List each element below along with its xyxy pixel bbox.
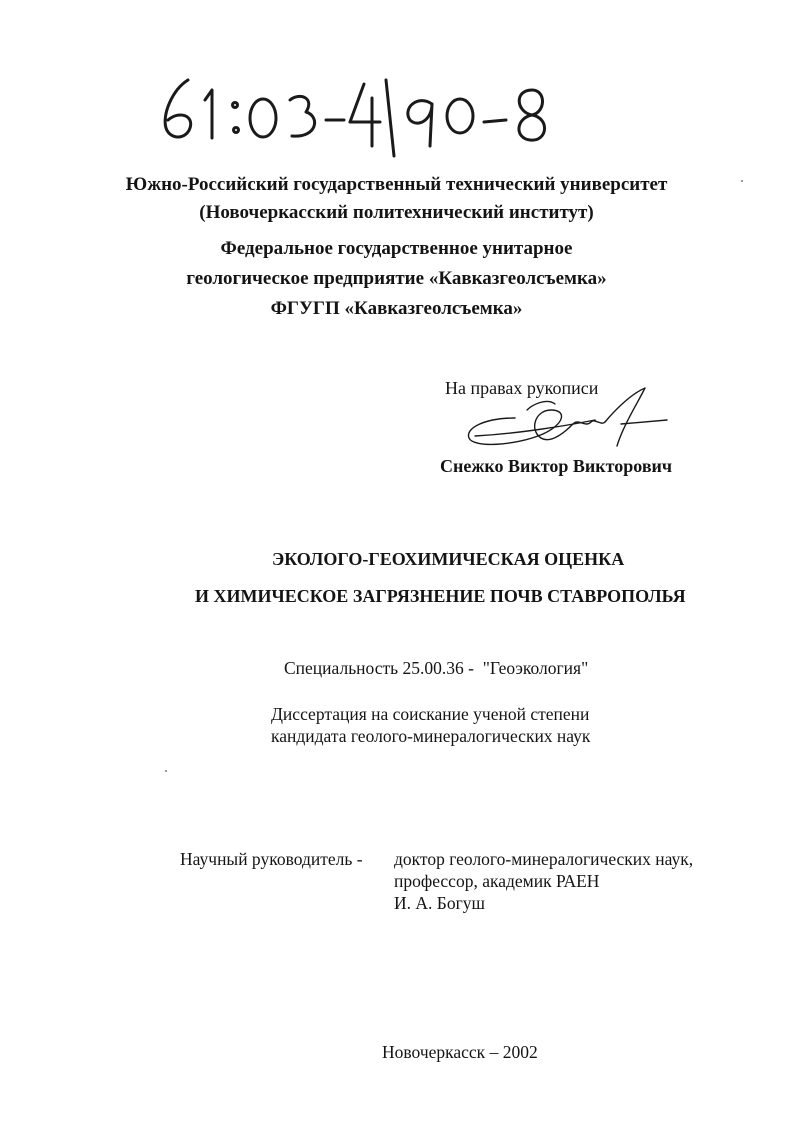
scan-speck xyxy=(165,770,167,772)
handwritten-catalog-number xyxy=(150,60,570,170)
signature-drawing xyxy=(455,380,675,460)
enterprise-name-line1: Федеральное государственное унитарное xyxy=(220,238,573,259)
specialty: Специальность 25.00.36 - "Геоэкология" xyxy=(284,658,589,678)
university-name: Южно-Российский государственный технический университет xyxy=(125,174,668,195)
degree-line2: кандидата геолого-минералогических наук xyxy=(271,726,591,746)
author-signature xyxy=(455,380,675,460)
university-former-name: (Новочеркасский политехнический институт) xyxy=(199,202,594,223)
degree-line1: Диссертация на соискание ученой степени xyxy=(271,704,590,724)
catalog-number-drawing xyxy=(150,60,570,170)
supervisor-title: профессор, академик РАЕН xyxy=(394,871,600,891)
scan-speck xyxy=(741,180,743,182)
author-name: Снежко Виктор Викторович xyxy=(440,456,673,476)
supervisor-label: Научный руководитель - xyxy=(180,849,363,869)
enterprise-name-line2: геологическое предприятие «Кавказгеолсъемка» xyxy=(186,268,607,289)
supervisor-degree: доктор геолого-минералогических наук, xyxy=(394,849,694,869)
dissertation-title-line1: ЭКОЛОГО-ГЕОХИМИЧЕСКАЯ ОЦЕНКА xyxy=(272,549,625,569)
rights-label: На правах рукописи xyxy=(445,378,599,398)
city-year: Новочеркасск – 2002 xyxy=(382,1042,538,1062)
enterprise-abbreviation: ФГУГП «Кавказгеолсъемка» xyxy=(270,298,523,319)
supervisor-name: И. А. Богуш xyxy=(394,893,485,913)
dissertation-title-line2: И ХИМИЧЕСКОЕ ЗАГРЯЗНЕНИЕ ПОЧВ СТАВРОПОЛЬЯ xyxy=(195,586,686,606)
